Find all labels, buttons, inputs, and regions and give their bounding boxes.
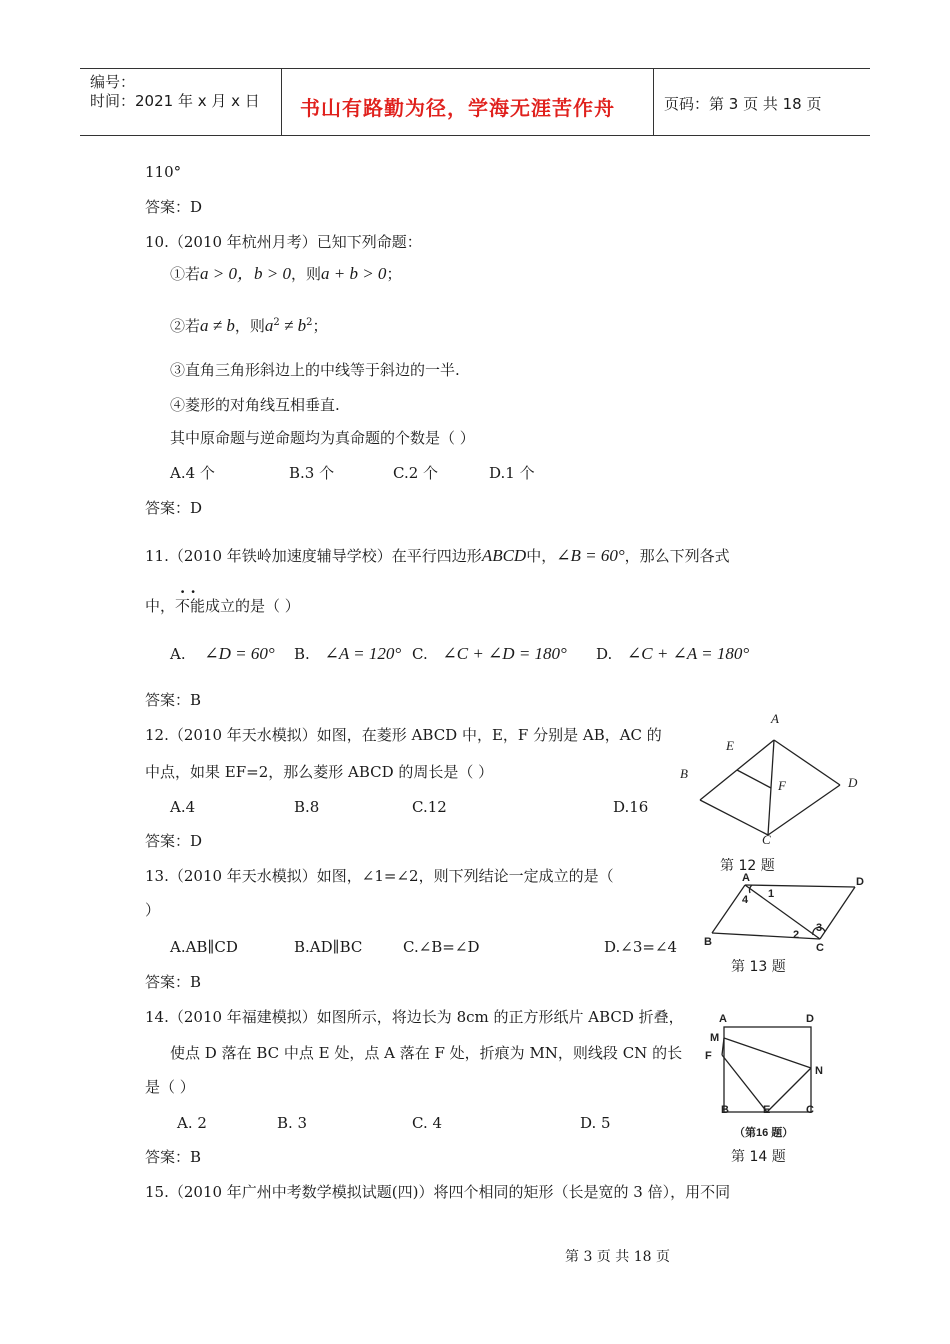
q14-folded-square-figure bbox=[700, 1010, 830, 1142]
q11-opt-a-label: A. bbox=[170, 645, 186, 663]
q12-answer: 答案：D bbox=[145, 832, 203, 850]
q10-p2-pre: ②若 bbox=[170, 317, 201, 335]
q14-label-m: M bbox=[710, 1032, 720, 1044]
q12-rhombus-figure bbox=[670, 705, 870, 855]
q14-segment-EN bbox=[767, 1068, 811, 1112]
q11-opt-b-label: B. bbox=[294, 645, 310, 663]
q13-option-b: B.AD∥BC bbox=[294, 938, 363, 956]
q13-stem: 13.（2010 年天水模拟）如图，∠1=∠2，则下列结论一定成立的是（ bbox=[145, 867, 614, 885]
q14-figure-caption: （第16 题） bbox=[734, 1127, 794, 1139]
q12-label-d: D bbox=[848, 775, 858, 790]
q14-label-b: B bbox=[721, 1104, 729, 1116]
q13-option-a: A.AB∥CD bbox=[170, 938, 238, 956]
q12-edge-CB bbox=[700, 800, 768, 835]
q10-proposition-2 bbox=[170, 313, 327, 336]
q14-caption: 第 14 题 bbox=[731, 1149, 786, 1165]
q13-label-c: C bbox=[816, 942, 824, 953]
q11-stem-math: ABCD bbox=[481, 546, 527, 565]
q15-stem: 15.（2010 年广州中考数学模拟试题(四)）将四个相同的矩形（长是宽的 3 倍），用不同 bbox=[145, 1183, 731, 1201]
q14-label-c: C bbox=[806, 1104, 814, 1116]
q13-diagonal-AC bbox=[745, 885, 823, 939]
q11-answer: 答案：B bbox=[145, 691, 202, 709]
q10-proposition-4: ④菱形的对角线互相垂直. bbox=[170, 396, 340, 414]
q11-opt-c-math: ∠C + ∠D = 180° bbox=[442, 644, 567, 663]
q12-option-a: A.4 bbox=[170, 798, 196, 816]
q14-label-e: E bbox=[763, 1104, 771, 1116]
q10-question: 其中原命题与逆命题均为真命题的个数是（ ） bbox=[170, 429, 475, 447]
q11-option-a bbox=[170, 644, 275, 664]
q14-option-d: D. 5 bbox=[580, 1114, 611, 1132]
q13-edge-CB bbox=[712, 933, 820, 939]
q12-option-c: C.12 bbox=[412, 798, 447, 816]
page-footer: 第 3 页 共 18 页 bbox=[565, 1249, 670, 1265]
q14-line2: 使点 D 落在 BC 中点 E 处，点 A 落在 F 处，折痕为 MN，则线段 CN 的长 bbox=[170, 1044, 683, 1062]
q13-parallelogram-figure bbox=[700, 873, 870, 953]
q13-line2: ） bbox=[145, 901, 161, 919]
q10-p2-sup-b: 2 bbox=[306, 317, 313, 328]
q10-p2-sup-a: 2 bbox=[273, 317, 280, 328]
q10-p2-end: ； bbox=[312, 317, 328, 335]
q12-line2: 中点，如果 EF=2，那么菱形 ABCD 的周长是（ ） bbox=[145, 763, 494, 781]
q11-opt-d-label: D. bbox=[596, 645, 613, 663]
q13-label-2: 2 bbox=[793, 929, 800, 941]
q10-p1-end: ； bbox=[386, 265, 402, 283]
q11-stem-c: ，那么下列各式 bbox=[624, 547, 730, 565]
q12-label-c: C bbox=[762, 832, 771, 847]
q14-fold-MN bbox=[724, 1038, 811, 1068]
q13-label-1: 1 bbox=[768, 888, 775, 900]
q11-opt-b-math: ∠A = 120° bbox=[324, 644, 402, 663]
q10-p1-math: a > 0，b > 0 bbox=[200, 264, 291, 283]
q11-stem bbox=[145, 546, 730, 566]
header-divider-left bbox=[281, 68, 282, 136]
q13-label-4: 4 bbox=[742, 894, 749, 906]
q10-proposition-1 bbox=[170, 264, 401, 284]
q10-p1-mid: ，则 bbox=[290, 265, 321, 283]
q14-answer: 答案：B bbox=[145, 1148, 202, 1166]
q10-option-c: C.2 个 bbox=[393, 464, 439, 482]
q10-stem: 10.（2010 年杭州月考）已知下列命题： bbox=[145, 233, 422, 251]
q14-option-a: A. 2 bbox=[177, 1114, 207, 1132]
q12-caption: 第 12 题 bbox=[720, 858, 775, 874]
q13-caption: 第 13 题 bbox=[731, 959, 786, 975]
q12-label-b: B bbox=[680, 766, 688, 781]
header-bottom-rule bbox=[80, 135, 870, 136]
q11-line2: 中，不能成立的是（ ） bbox=[145, 597, 300, 615]
angle-value: 110° bbox=[145, 163, 182, 181]
page-label: 页码：第 3 页 共 18 页 bbox=[664, 95, 822, 113]
q11-emphasis-dots: . . bbox=[180, 579, 196, 597]
q12-stem: 12.（2010 年天水模拟）如图，在菱形 ABCD 中，E，F 分别是 AB，AC 的 bbox=[145, 726, 662, 744]
q12-label-a: A bbox=[771, 711, 779, 726]
q13-edge-BA bbox=[712, 885, 745, 933]
q14-label-d: D bbox=[806, 1013, 814, 1025]
q14-label-a: A bbox=[719, 1013, 727, 1025]
date-label: 时间：2021 年 x 月 x 日 bbox=[90, 92, 260, 110]
q10-answer: 答案：D bbox=[145, 499, 203, 517]
q12-option-d: D.16 bbox=[613, 798, 649, 816]
q13-label-d: D bbox=[856, 876, 864, 888]
q12-label-e: E bbox=[726, 738, 734, 753]
q13-option-d: D.∠3=∠4 bbox=[604, 938, 678, 956]
q10-option-a: A.4 个 bbox=[170, 464, 215, 482]
q13-edge-AD bbox=[745, 885, 855, 887]
header-top-rule bbox=[80, 68, 870, 69]
answer-9: 答案：D bbox=[145, 198, 203, 216]
q13-label-b: B bbox=[704, 936, 712, 948]
q10-option-b: B.3 个 bbox=[289, 464, 335, 482]
q11-opt-d-math: ∠C + ∠A = 180° bbox=[627, 644, 750, 663]
q11-option-c bbox=[412, 644, 567, 664]
q11-opt-a-math: ∠D = 60° bbox=[204, 644, 275, 663]
q10-p2-math: a ≠ b bbox=[200, 316, 235, 335]
q13-label-a: A bbox=[742, 873, 750, 884]
q14-label-n: N bbox=[815, 1065, 823, 1077]
q12-label-f: F bbox=[778, 778, 786, 793]
q10-proposition-3: ③直角三角形斜边上的中线等于斜边的一半. bbox=[170, 361, 460, 379]
q11-option-b bbox=[294, 644, 401, 664]
q14-option-c: C. 4 bbox=[412, 1114, 443, 1132]
q14-option-b: B. 3 bbox=[277, 1114, 308, 1132]
q10-p2-b: ≠ b bbox=[279, 316, 307, 335]
header-divider-right bbox=[653, 68, 654, 136]
q14-label-f: F bbox=[705, 1050, 712, 1062]
q12-segment-EF bbox=[737, 770, 771, 788]
q10-option-d: D.1 个 bbox=[489, 464, 535, 482]
q13-option-c: C.∠B=∠D bbox=[403, 938, 480, 956]
q14-stem: 14.（2010 年福建模拟）如图所示，将边长为 8cm 的正方形纸片 ABCD 折叠， bbox=[145, 1008, 684, 1026]
q11-stem-a: 11.（2010 年铁岭加速度辅导学校）在平行四边形 bbox=[145, 547, 482, 565]
q10-p1-pre: ①若 bbox=[170, 265, 201, 283]
q11-stem-b: 中， bbox=[526, 547, 557, 565]
q14-square bbox=[724, 1027, 811, 1112]
q12-option-b: B.8 bbox=[294, 798, 320, 816]
q11-stem-math2: ∠B = 60° bbox=[556, 546, 625, 565]
q13-answer: 答案：B bbox=[145, 973, 202, 991]
serial-label: 编号： bbox=[90, 73, 136, 91]
q14-line3: 是（ ） bbox=[145, 1078, 195, 1096]
q13-label-3: 3 bbox=[816, 922, 823, 934]
q10-p2-a: a bbox=[264, 316, 274, 335]
q10-p1-math2: a + b > 0 bbox=[320, 264, 387, 283]
motto: 书山有路勤为径，学海无涯苦作舟 bbox=[300, 96, 615, 120]
q10-p2-mid: ，则 bbox=[234, 317, 265, 335]
q11-option-d bbox=[596, 644, 749, 664]
q11-opt-c-label: C. bbox=[412, 645, 428, 663]
